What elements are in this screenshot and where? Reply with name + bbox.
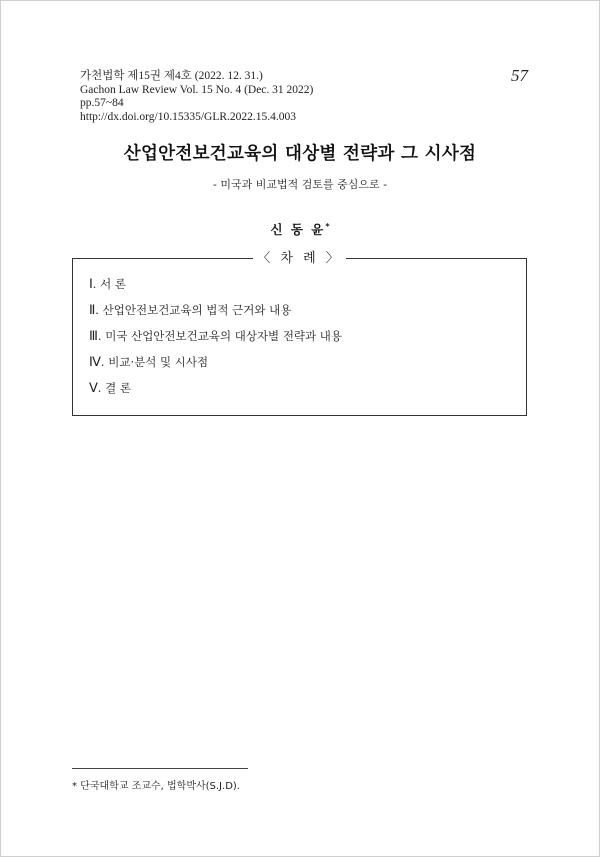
journal-metadata — [80, 70, 313, 124]
page-number: 57 — [511, 66, 528, 85]
doi-link[interactable]: http://dx.doi.org/10.15335/GLR.2022.15.4.003 — [80, 110, 297, 123]
toc-heading — [73, 247, 526, 266]
toc-item-number: Ⅱ. — [89, 302, 99, 317]
author — [0, 220, 600, 238]
table-of-contents — [72, 251, 527, 416]
paper-subtitle: - 미국과 비교법적 검토를 중심으로 - — [212, 178, 388, 191]
toc-heading-label: 차 례 — [280, 251, 319, 266]
paper-title: 산업안전보건교육의 대상별 전략과 그 시사점 — [123, 144, 477, 164]
journal-issue-ko: 가천법학 제15권 제4호 (2022. 12. 31.) — [80, 70, 263, 82]
author-footnote: * 단국대학교 조교수, 법학박사(S.J.D). — [72, 781, 240, 792]
toc-item-label: 서 론 — [100, 277, 126, 291]
author-name: 신 동 윤 — [270, 222, 326, 237]
journal-issue-en: Gachon Law Review Vol. 15 No. 4 (Dec. 31 2022) — [80, 83, 314, 96]
toc-list — [89, 277, 342, 407]
toc-item-number: Ⅳ. — [89, 354, 105, 369]
page-range: pp.57~84 — [80, 97, 124, 109]
toc-item-label: 비교·분석 및 시사점 — [108, 355, 209, 369]
toc-item-number: Ⅴ. — [89, 380, 102, 395]
toc-bracket-open: 〈 — [257, 251, 274, 266]
toc-item[interactable] — [89, 277, 342, 303]
toc-item[interactable] — [89, 355, 342, 381]
author-footnote-mark[interactable]: * — [325, 221, 330, 231]
toc-item[interactable] — [89, 329, 342, 355]
toc-item-label: 미국 산업안전보건교육의 대상자별 전략과 내용 — [105, 329, 343, 343]
footnote-divider — [72, 768, 248, 769]
toc-item-label: 결 론 — [105, 381, 132, 395]
toc-item-number: Ⅰ. — [89, 276, 97, 291]
toc-item[interactable] — [89, 303, 342, 329]
toc-item-number: Ⅲ. — [89, 328, 102, 343]
toc-bracket-close: 〉 — [325, 251, 342, 266]
toc-item-label: 산업안전보건교육의 법적 근거와 내용 — [102, 303, 292, 317]
toc-item[interactable] — [89, 381, 342, 407]
